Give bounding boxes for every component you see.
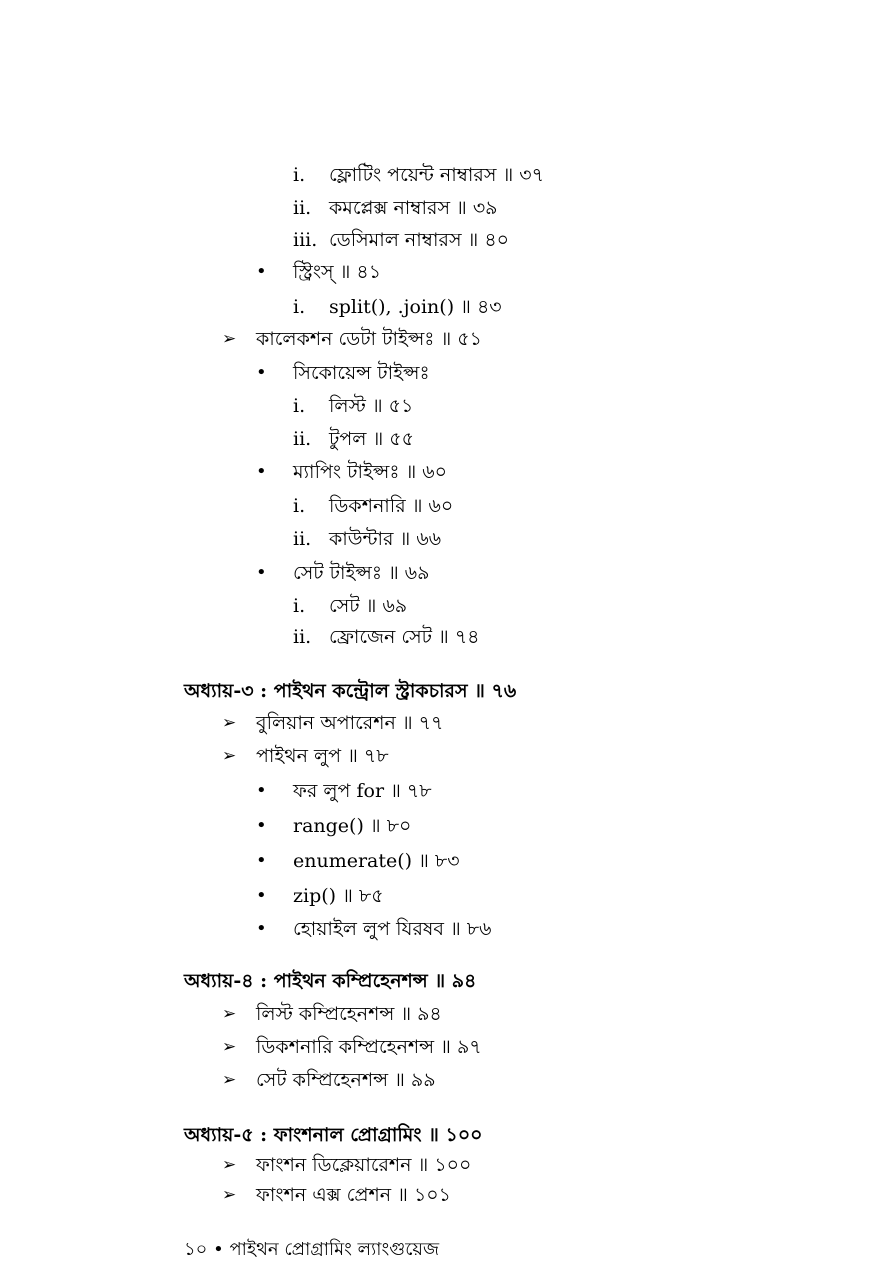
roman-numeral-marker: i. — [293, 395, 306, 417]
roman-numeral-marker: iii. — [293, 229, 318, 251]
arrow-icon: ➢ — [222, 329, 237, 349]
toc-entry-text: ম্যাপিং টাইপ্সঃ ॥ ৬০ — [293, 461, 447, 483]
toc-entry-text: স্ট্রিংস্ ॥ ৪১ — [293, 261, 382, 283]
roman-numeral-marker: ii. — [293, 626, 312, 648]
toc-entry-text: enumerate() ॥ ৮৩ — [293, 850, 460, 872]
toc-entry-text: টুপল ॥ ৫৫ — [329, 428, 414, 450]
toc-entry-text: অধ্যায়-৫ : ফাংশনাল প্রোগ্রামিং ॥ ১০০ — [184, 1124, 483, 1146]
toc-entry-text: সেট টাইপ্সঃ ॥ ৬৯ — [293, 562, 430, 584]
bullet-icon: • — [256, 362, 267, 383]
toc-entry-text: সিকোয়েন্স টাইপ্সঃ — [293, 362, 430, 384]
toc-entry-text: কমপ্লেক্স নাম্বারস ॥ ৩৯ — [329, 197, 498, 219]
arrow-icon: ➢ — [222, 1037, 237, 1057]
toc-entry-text: range() ॥ ৮০ — [293, 815, 412, 837]
roman-numeral-marker: i. — [293, 164, 306, 186]
bullet-icon: • — [256, 918, 267, 939]
toc-entry-text: ফাংশন ডিক্লেয়ারেশন ॥ ১০০ — [256, 1154, 472, 1176]
arrow-icon: ➢ — [222, 1070, 237, 1090]
roman-numeral-marker: ii. — [293, 528, 312, 550]
arrow-icon: ➢ — [222, 713, 237, 733]
toc-entry-text: সেট কম্প্রিহেনশন্স ॥ ৯৯ — [256, 1069, 436, 1091]
bullet-icon: • — [256, 562, 267, 583]
roman-numeral-marker: i. — [293, 495, 306, 517]
bullet-icon: • — [256, 885, 267, 906]
toc-entry-text: ডিকশনারি ॥ ৬০ — [329, 495, 454, 517]
page-footer: ১০ • পাইথন প্রোগ্রামিং ল্যাংগুয়েজ — [184, 1239, 440, 1260]
arrow-icon: ➢ — [222, 1155, 237, 1175]
bullet-icon: • — [256, 261, 267, 282]
bullet-icon: • — [256, 850, 267, 871]
toc-entry-text: ফাংশন এক্স প্রেশন ॥ ১০১ — [256, 1184, 451, 1206]
bullet-icon: • — [256, 815, 267, 836]
roman-numeral-marker: i. — [293, 296, 306, 318]
toc-entry-text: অধ্যায়-৩ : পাইথন কন্ট্রোল স্ট্রাকচারস ॥ ৭৬ — [184, 680, 517, 702]
arrow-icon: ➢ — [222, 1004, 237, 1024]
toc-entry-text: ফর লুপ for ॥ ৭৮ — [293, 780, 432, 802]
toc-entry-text: লিস্ট কম্প্রিহেনশন্স ॥ ৯৪ — [256, 1003, 442, 1025]
toc-entry-text: কাউন্টার ॥ ৬৬ — [329, 528, 442, 550]
toc-entry-text: ফ্লোটিং পয়েন্ট নাম্বারস ॥ ৩৭ — [329, 164, 544, 186]
roman-numeral-marker: ii. — [293, 197, 312, 219]
arrow-icon: ➢ — [222, 746, 237, 766]
toc-entry-text: হোয়াইল লুপ যিরষব ॥ ৮৬ — [293, 918, 492, 940]
bullet-icon: • — [256, 780, 267, 801]
toc-entry-text: কালেকশন ডেটা টাইপ্সঃ ॥ ৫১ — [256, 328, 482, 350]
toc-entry-text: অধ্যায়-৪ : পাইথন কম্প্রিহেনশন্স ॥ ৯৪ — [184, 970, 477, 992]
toc-entry-text: সেট ॥ ৬৯ — [329, 595, 408, 617]
toc-entry-text: ডিকশনারি কম্প্রিহেনশন্স ॥ ৯৭ — [256, 1036, 482, 1058]
arrow-icon: ➢ — [222, 1185, 237, 1205]
toc-entry-text: zip() ॥ ৮৫ — [293, 885, 384, 907]
toc-entry-text: ফ্রোজেন সেট ॥ ৭৪ — [329, 626, 480, 648]
toc-entry-text: লিস্ট ॥ ৫১ — [329, 395, 414, 417]
toc-entry-text: বুলিয়ান অপারেশন ॥ ৭৭ — [256, 712, 444, 734]
bullet-icon: • — [256, 461, 267, 482]
toc-entry-text: ডেসিমাল নাম্বারস ॥ ৪০ — [329, 229, 510, 251]
roman-numeral-marker: ii. — [293, 428, 312, 450]
toc-entry-text: পাইথন লুপ ॥ ৭৮ — [256, 745, 389, 767]
toc-entry-text: split(), .join() ॥ ৪৩ — [329, 296, 502, 318]
roman-numeral-marker: i. — [293, 595, 306, 617]
